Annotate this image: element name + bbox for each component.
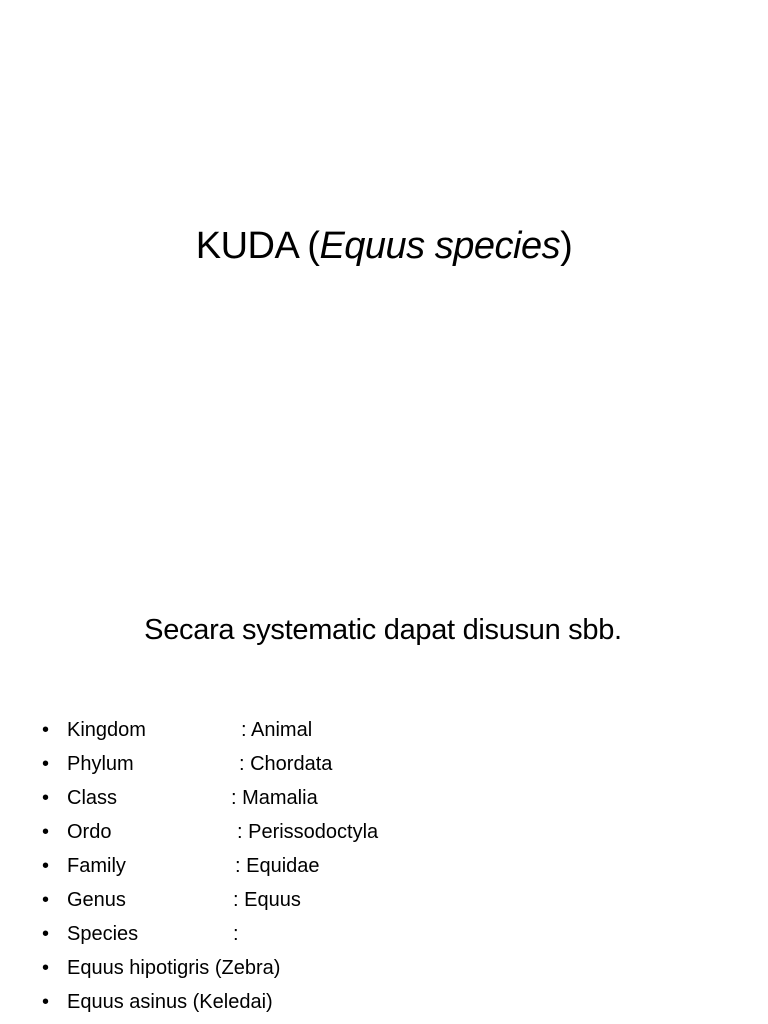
- taxonomy-label: Phylum: [67, 753, 134, 775]
- bullet-icon: •: [42, 719, 50, 741]
- bullet-icon: •: [42, 753, 50, 775]
- taxonomy-label: Class: [67, 787, 118, 809]
- bullet-icon: •: [42, 889, 50, 911]
- taxonomy-label: Kingdom: [67, 719, 146, 741]
- taxonomy-label: Species: [67, 923, 139, 945]
- taxonomy-value: : Equus: [233, 889, 301, 911]
- slide-title-heading: [0, 218, 768, 274]
- taxonomy-value: :: [233, 923, 239, 945]
- bullet-icon: •: [42, 855, 50, 877]
- species-entry: Equus asinus (Keledai): [67, 991, 273, 1013]
- bullet-icon: •: [42, 821, 50, 843]
- taxonomy-value: : Equidae: [235, 855, 320, 877]
- taxonomy-label: Ordo: [67, 821, 112, 843]
- taxonomy-value: : Mamalia: [231, 787, 318, 809]
- title-suffix: ): [560, 225, 573, 267]
- taxonomy-heading: Secara systematic dapat disusun sbb.: [144, 614, 622, 646]
- taxonomy-value: : Chordata: [239, 753, 333, 775]
- bullet-icon: •: [42, 991, 50, 1013]
- bullet-icon: •: [42, 787, 50, 809]
- title-italic-species: Equus species: [319, 225, 561, 267]
- title-prefix: KUDA (: [195, 225, 320, 267]
- species-entry: Equus hipotigris (Zebra): [67, 957, 281, 979]
- taxonomy-value: : Animal: [241, 719, 313, 741]
- taxonomy-label: Family: [67, 855, 126, 877]
- bullet-icon: •: [42, 923, 50, 945]
- taxonomy-value: : Perissodoctyla: [237, 821, 379, 843]
- taxonomy-label: Genus: [67, 889, 126, 911]
- bullet-icon: •: [42, 957, 50, 979]
- slide-taxonomy: [0, 576, 768, 1024]
